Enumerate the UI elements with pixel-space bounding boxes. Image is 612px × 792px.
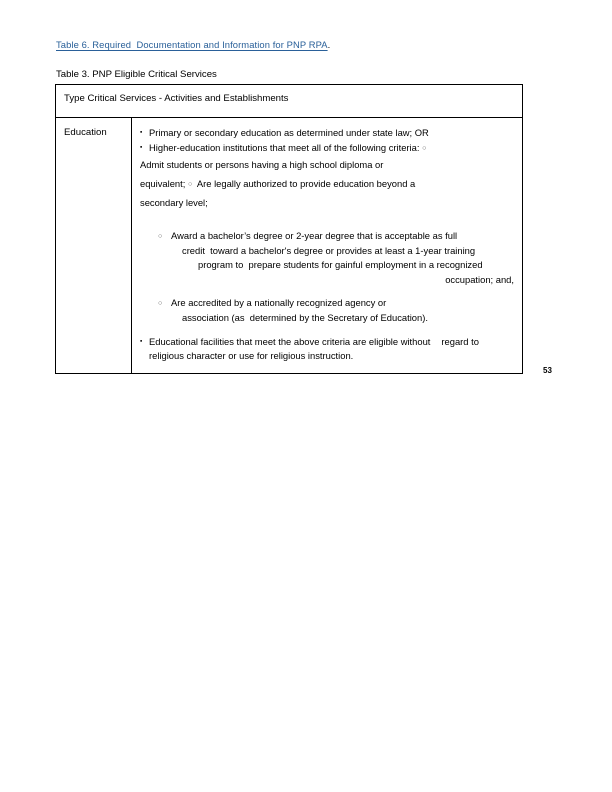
sub-bullet-text: [171, 296, 516, 325]
inline-ring-icon: ○: [422, 144, 427, 152]
flow-line-2-prefix: equivalent;: [140, 177, 188, 189]
sub-list-item: [158, 229, 516, 287]
sub-line: credit toward a bachelor's degree or provides at least a 1-year training: [182, 244, 476, 256]
sub-bullet-text: [171, 229, 516, 287]
flow-line-2-suffix: Are legally authorized to provide education beyond a: [192, 177, 416, 189]
table6-reference-line: [56, 38, 330, 51]
criteria-flow-paragraph: [140, 156, 516, 213]
ring-bullet-icon: ○: [158, 300, 163, 308]
list-item: [140, 126, 516, 141]
sub-line: occupation; and,: [445, 273, 514, 285]
square-bullet-icon: ▪: [140, 143, 143, 151]
flow-line-1: Admit students or persons having a high school diploma or: [140, 159, 384, 171]
table3: [55, 84, 523, 374]
sub-line: Are accredited by a nationally recognized agency or: [171, 297, 387, 309]
list-item: [140, 335, 516, 364]
service-type-label: Education: [64, 127, 107, 138]
bullet-line: Educational facilities that meet the above criteria are eligible without: [149, 335, 431, 347]
bullet-text: [149, 335, 516, 364]
inline-ring-icon: ○: [187, 180, 193, 188]
spacer: [140, 326, 516, 335]
flow-line-3: secondary level;: [140, 197, 208, 209]
list-item: [140, 141, 516, 157]
sub-list-item: [158, 296, 516, 325]
page-number: 53: [543, 366, 552, 375]
cell-service-type: [56, 118, 132, 373]
sub-bullet-list: [140, 229, 516, 326]
bullet-text-main: Higher-education institutions that meet all of the following criteria:: [149, 141, 423, 153]
table-row: [56, 118, 522, 373]
table3-caption: Table 3. PNP Eligible Critical Services: [56, 69, 217, 80]
table6-hyperlink[interactable]: Table 6. Required Documentation and Information for PNP RPA: [56, 39, 328, 50]
sub-line: program to prepare students for gainful employment in a recognized: [198, 259, 483, 271]
link-trailing-period: .: [327, 39, 331, 50]
bullet-text: Primary or secondary education as determined under state law; OR: [149, 127, 429, 138]
ring-bullet-icon: ○: [158, 232, 163, 240]
table-header-row: [56, 85, 522, 118]
bullet-text: [149, 141, 516, 157]
sub-line: Award a bachelor’s degree or 2-year degree that is acceptable as full: [171, 229, 458, 241]
bullet-line: regard to religious character or use for religious instruction.: [149, 335, 485, 362]
spacer: [158, 287, 516, 296]
table-header-cell: Type Critical Services - Activities and Establishments: [64, 93, 289, 104]
cell-criteria: [132, 118, 522, 373]
sub-line: association (as determined by the Secretary of Education).: [182, 311, 428, 323]
spacer: [140, 213, 516, 224]
square-bullet-icon: ▪: [140, 129, 143, 136]
square-bullet-icon: ▪: [140, 337, 143, 345]
